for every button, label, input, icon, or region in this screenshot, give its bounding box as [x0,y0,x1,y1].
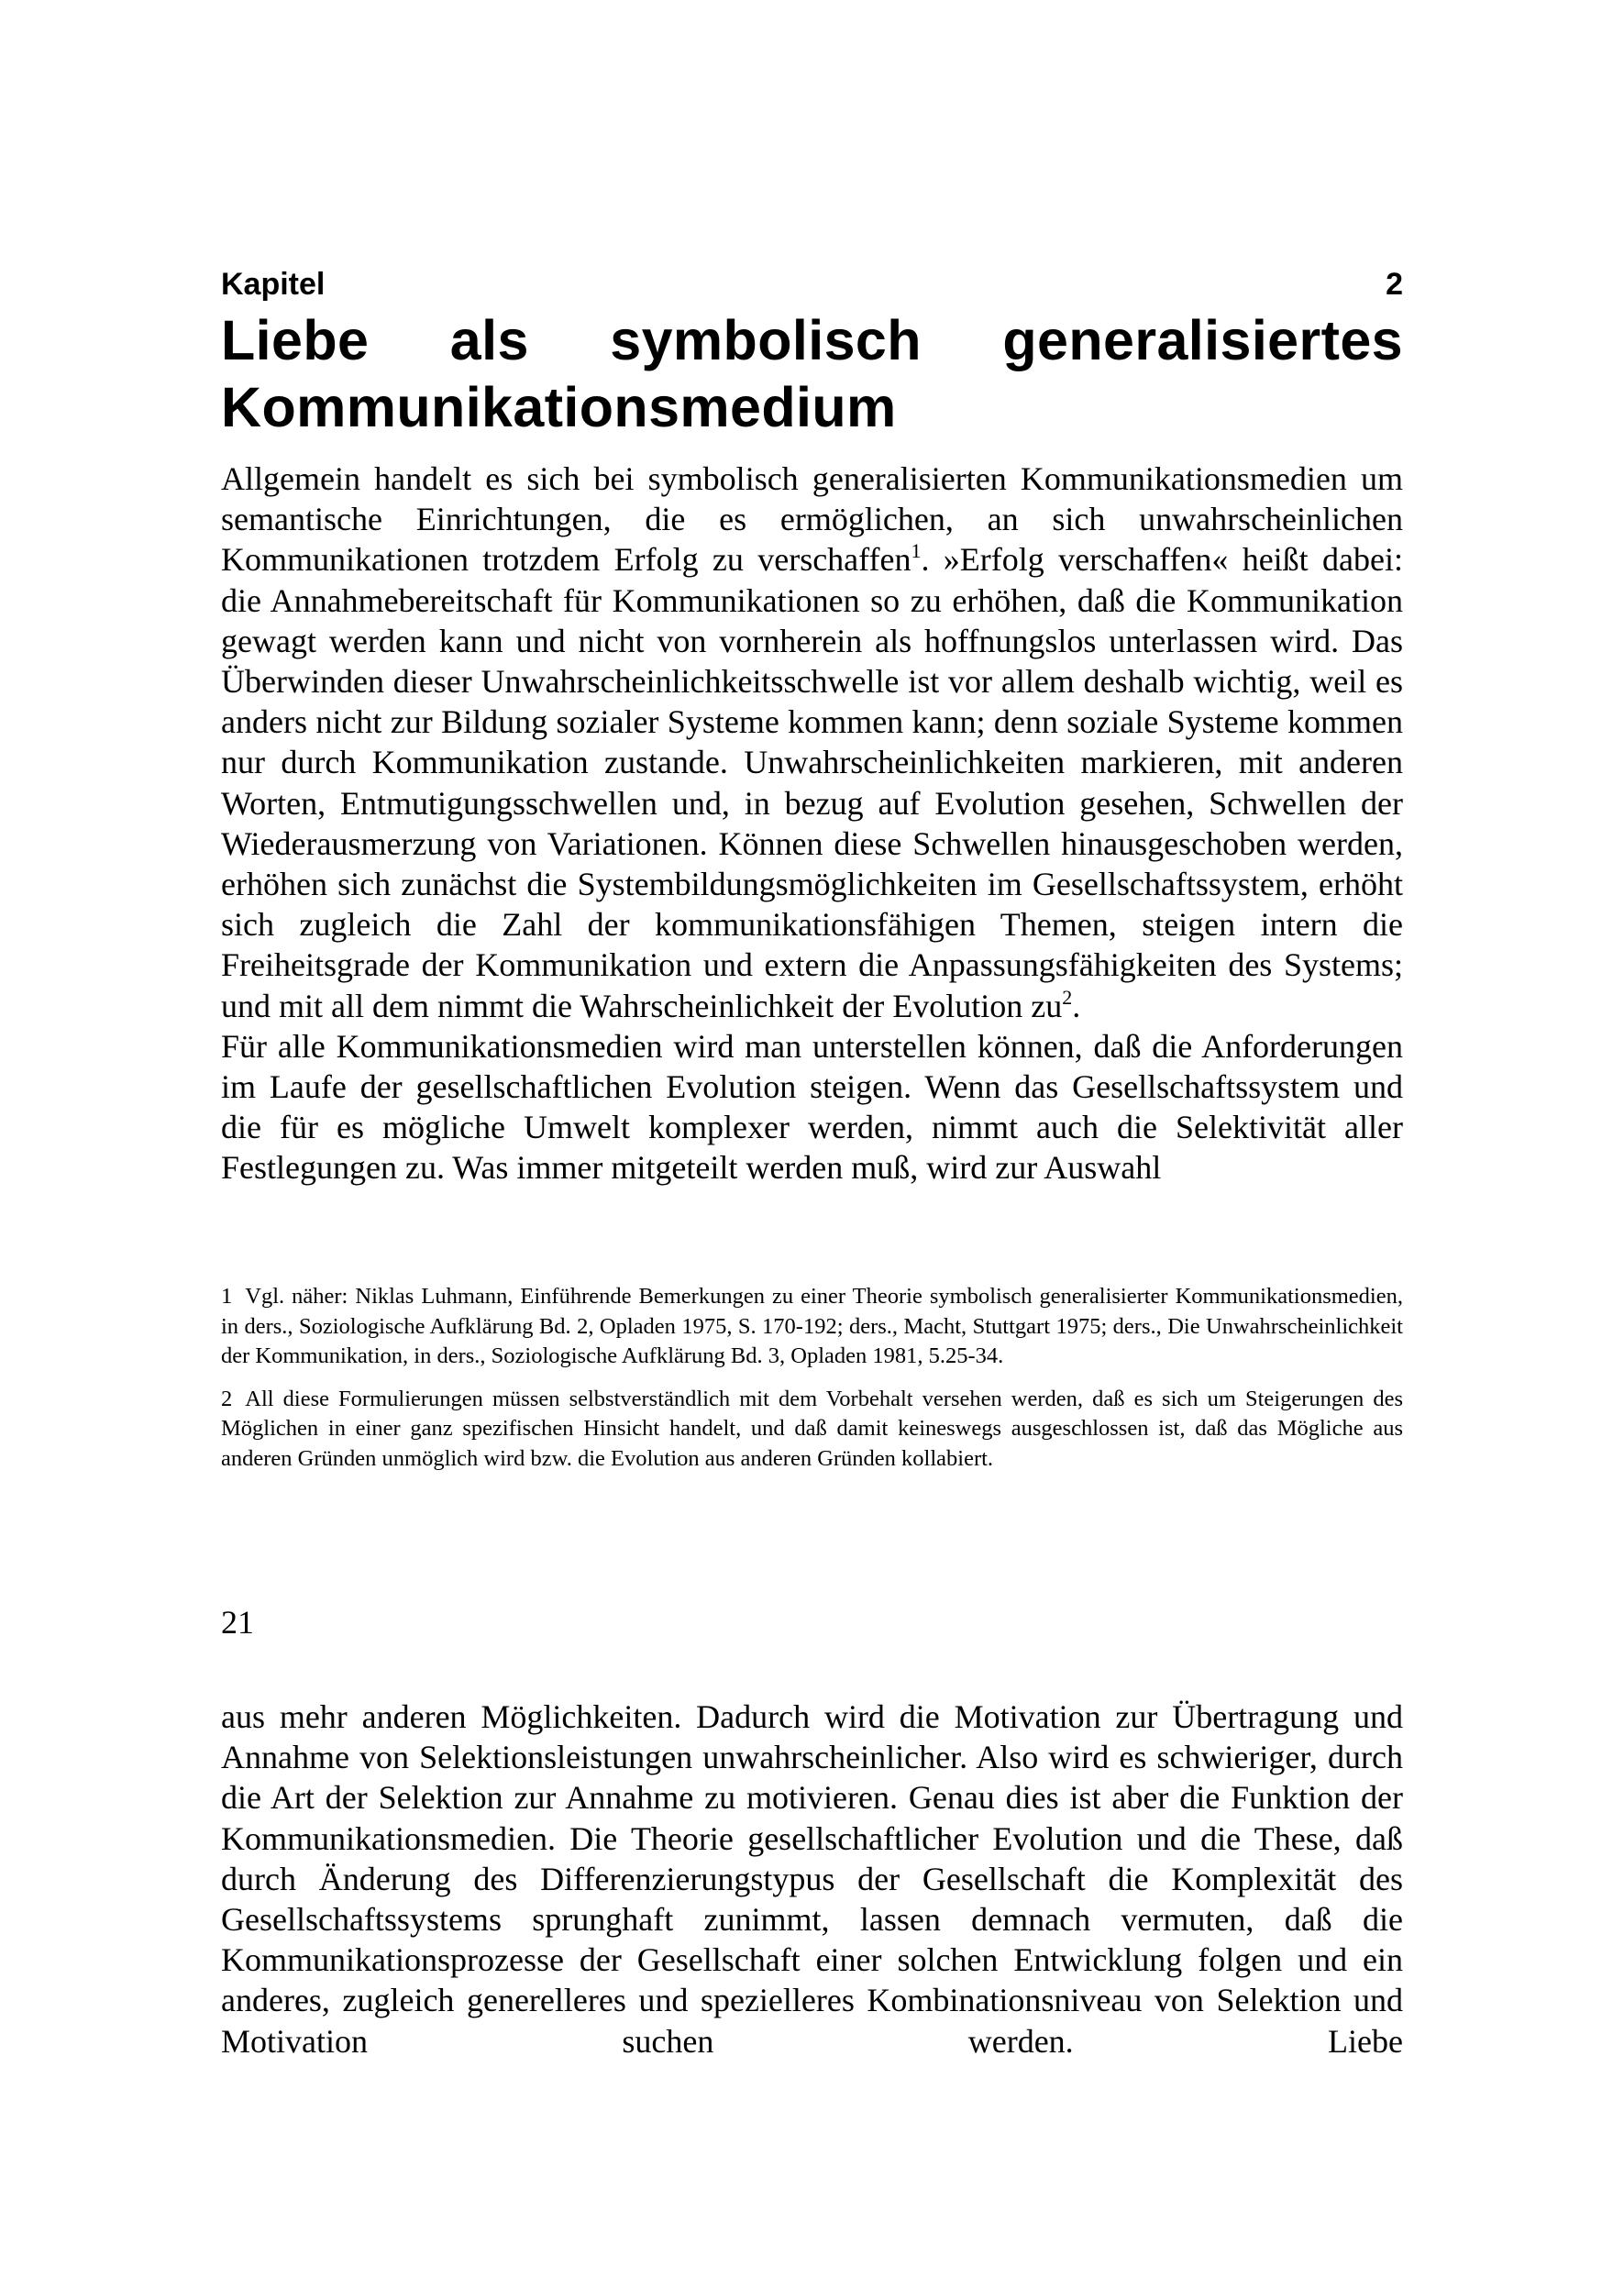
page-number: 21 [221,1604,254,1641]
footnote-ref-1: 1 [911,539,922,563]
paragraph-1-part-b: . »Erfolg verschaffen« heißt dabei: die Annahmebereitschaft für Kommunikationen so zu erhöhen, daß die Kommunikation gewagt werden kann und nicht von vornherein als hoffnungslos unterlassen wird. Das Überwinden dieser Unwahrscheinlichkeitsschwelle ist vor allem deshalb wichtig, weil es anders nicht zur Bildung sozialer Systeme kommen kann; denn soziale Systeme kommen nur durch Kommunikation zustande. Unwahrscheinlichkeiten markieren, mit anderen Worten, Entmutigungsschwellen und, in bezug auf Evolution gesehen, Schwellen der Wiederausmerzung von Variationen. Können diese Schwellen hinausgeschoben werden, erhöhen sich zunächst die Systembildungsmöglichkeiten im Gesellschaftssystem, erhöht sich zugleich die Zahl der kommunikationsfähigen Themen, steigen intern die Freiheitsgrade der Kommunikation und extern die Anpassungsfähigkeiten des Systems; und mit all dem nimmt die Wahrscheinlichkeit der Evolution zu [221,541,1403,1024]
chapter-title [221,307,1403,441]
chapter-title-line-1: Liebe als symbolisch generalisiertes [221,309,1403,371]
footnote-1 [221,1282,1403,1372]
chapter-header [221,266,1403,303]
chapter-title-line-2: Kommunikationsmedium [221,376,897,438]
footnotes [221,1282,1403,1487]
paragraph-1 [221,459,1403,1026]
continued-text-block [221,1697,1403,2061]
footnote-1-text: Vgl. näher: Niklas Luhmann, Einführende Bemerkungen zu einer Theorie symbolisch generalisierter Kommunikationsmedien, in ders., Soziologische Aufklärung Bd. 2, Opladen 1975, S. 170-192; ders., Macht, Stuttgart 1975; ders., Die Unwahrscheinlichkeit der Kommunikation, in ders., Soziologische Aufklärung Bd. 3, Opladen 1981, 5.25-34. [221,1284,1403,1368]
footnote-ref-2: 2 [1062,985,1073,1009]
paragraph-2: Für alle Kommunikationsmedien wird man unterstellen können, daß die Anforderungen im Laufe der gesellschaftlichen Evolution steigen. Wenn das Gesellschaftssystem und die für es mögliche Umwelt komplexer werden, nimmt auch die Selektivität aller Festlegungen zu. Was immer mitgeteilt werden muß, wird zur Auswahl [221,1027,1403,1187]
footnote-2 [221,1385,1403,1475]
main-text-block [221,459,1403,1188]
chapter-number: 2 [1386,267,1403,302]
paragraph-3: aus mehr anderen Möglichkeiten. Dadurch wird die Motivation zur Übertragung und Annahme von Selektionsleistungen unwahrscheinlicher. Also wird es schwieriger, durch die Art der Selektion zur Annahme zu motivieren. Genau dies ist aber die Funktion der Kommunikationsmedien. Die Theorie gesellschaftlicher Evolution und die These, daß durch Änderung des Differenzierungstypus der Gesellschaft die Komplexität des Gesellschaftssystems sprunghaft zunimmt, lassen demnach vermuten, daß die Kommunikationsprozesse der Gesellschaft einer solchen Entwicklung folgen und ein anderes, zugleich generelleres und spezielleres Kombinationsniveau von Selektion und Motivation suchen werden. Liebe [221,1698,1403,2060]
chapter-label: Kapitel [221,267,326,302]
footnote-1-number: 1 [221,1284,233,1309]
footnote-2-number: 2 [221,1386,233,1411]
footnote-2-text: All diese Formulierungen müssen selbstverständlich mit dem Vorbehalt versehen werden, daß es sich um Steigerungen des Möglichen in einer ganz spezifischen Hinsicht handelt, und daß damit keineswegs ausgeschlossen ist, daß das Mögliche aus anderen Gründen unmöglich wird bzw. die Evolution aus anderen Gründen kollabiert. [221,1386,1403,1471]
paragraph-1-part-a: Allgemein handelt es sich bei symbolisch generalisierten Kommunikationsmedien um semantische Einrichtungen, die es ermöglichen, an sich unwahrscheinlichen Kommunikationen trotzdem Erfolg zu verschaffen [221,460,1403,579]
paragraph-1-part-c: . [1072,987,1081,1024]
